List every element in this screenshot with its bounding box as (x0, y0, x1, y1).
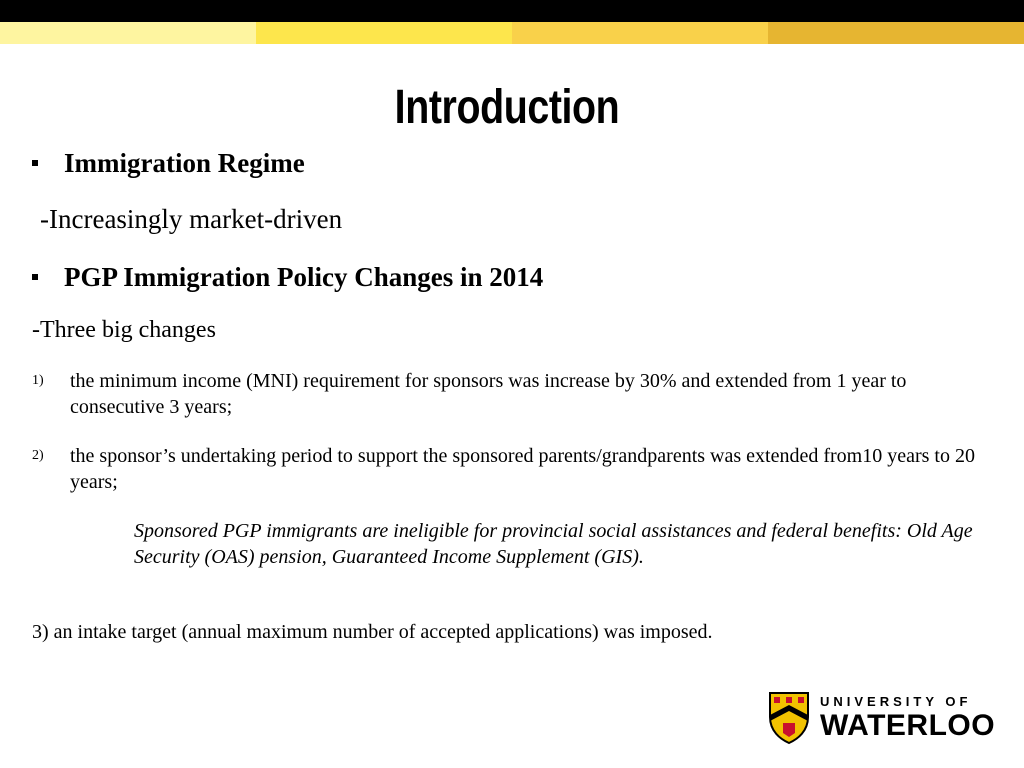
bullet-heading: Immigration Regime (64, 148, 305, 178)
square-bullet-icon (32, 274, 38, 280)
bullet-subtext: -Increasingly market-driven (40, 204, 343, 234)
slide-title: Introduction (394, 81, 620, 134)
header-color-band (0, 22, 1024, 44)
university-logo (768, 690, 1000, 746)
bullet-heading: PGP Immigration Policy Changes in 2014 (64, 262, 544, 292)
crest-icon (768, 691, 810, 745)
band-segment (256, 22, 512, 44)
bullet-pgp-policy (32, 262, 543, 292)
logo-line-2: WATERLOO (820, 709, 996, 742)
change-item-3: 3) an intake target (annual maximum number of accepted applications) was imposed. (32, 621, 713, 643)
top-black-bar (0, 0, 1024, 22)
item-text: the minimum income (MNI) requirement for sponsors was increase by 30% and extended from 1 year to consecutive 3 years; (70, 370, 907, 418)
benefits-note: Sponsored PGP immigrants are ineligible for provincial social assistances and federal benefits: Old Age Security (OAS) pension, Guaranteed Income Supplement (GIS). (134, 520, 973, 568)
bullet-subtext: -Three big changes (32, 317, 216, 343)
square-bullet-icon (32, 160, 38, 166)
logo-line-1: UNIVERSITY OF (820, 694, 972, 709)
band-segment (512, 22, 768, 44)
band-segment (768, 22, 1024, 44)
item-number: 1) (32, 373, 44, 388)
item-number: 2) (32, 448, 44, 463)
change-item-1 (32, 368, 992, 420)
bullet-immigration-regime (32, 148, 305, 178)
item-text: the sponsor’s undertaking period to support the sponsored parents/grandparents was extended from10 years to 20 years; (70, 445, 975, 493)
band-segment (0, 22, 256, 44)
change-item-2 (32, 443, 992, 495)
